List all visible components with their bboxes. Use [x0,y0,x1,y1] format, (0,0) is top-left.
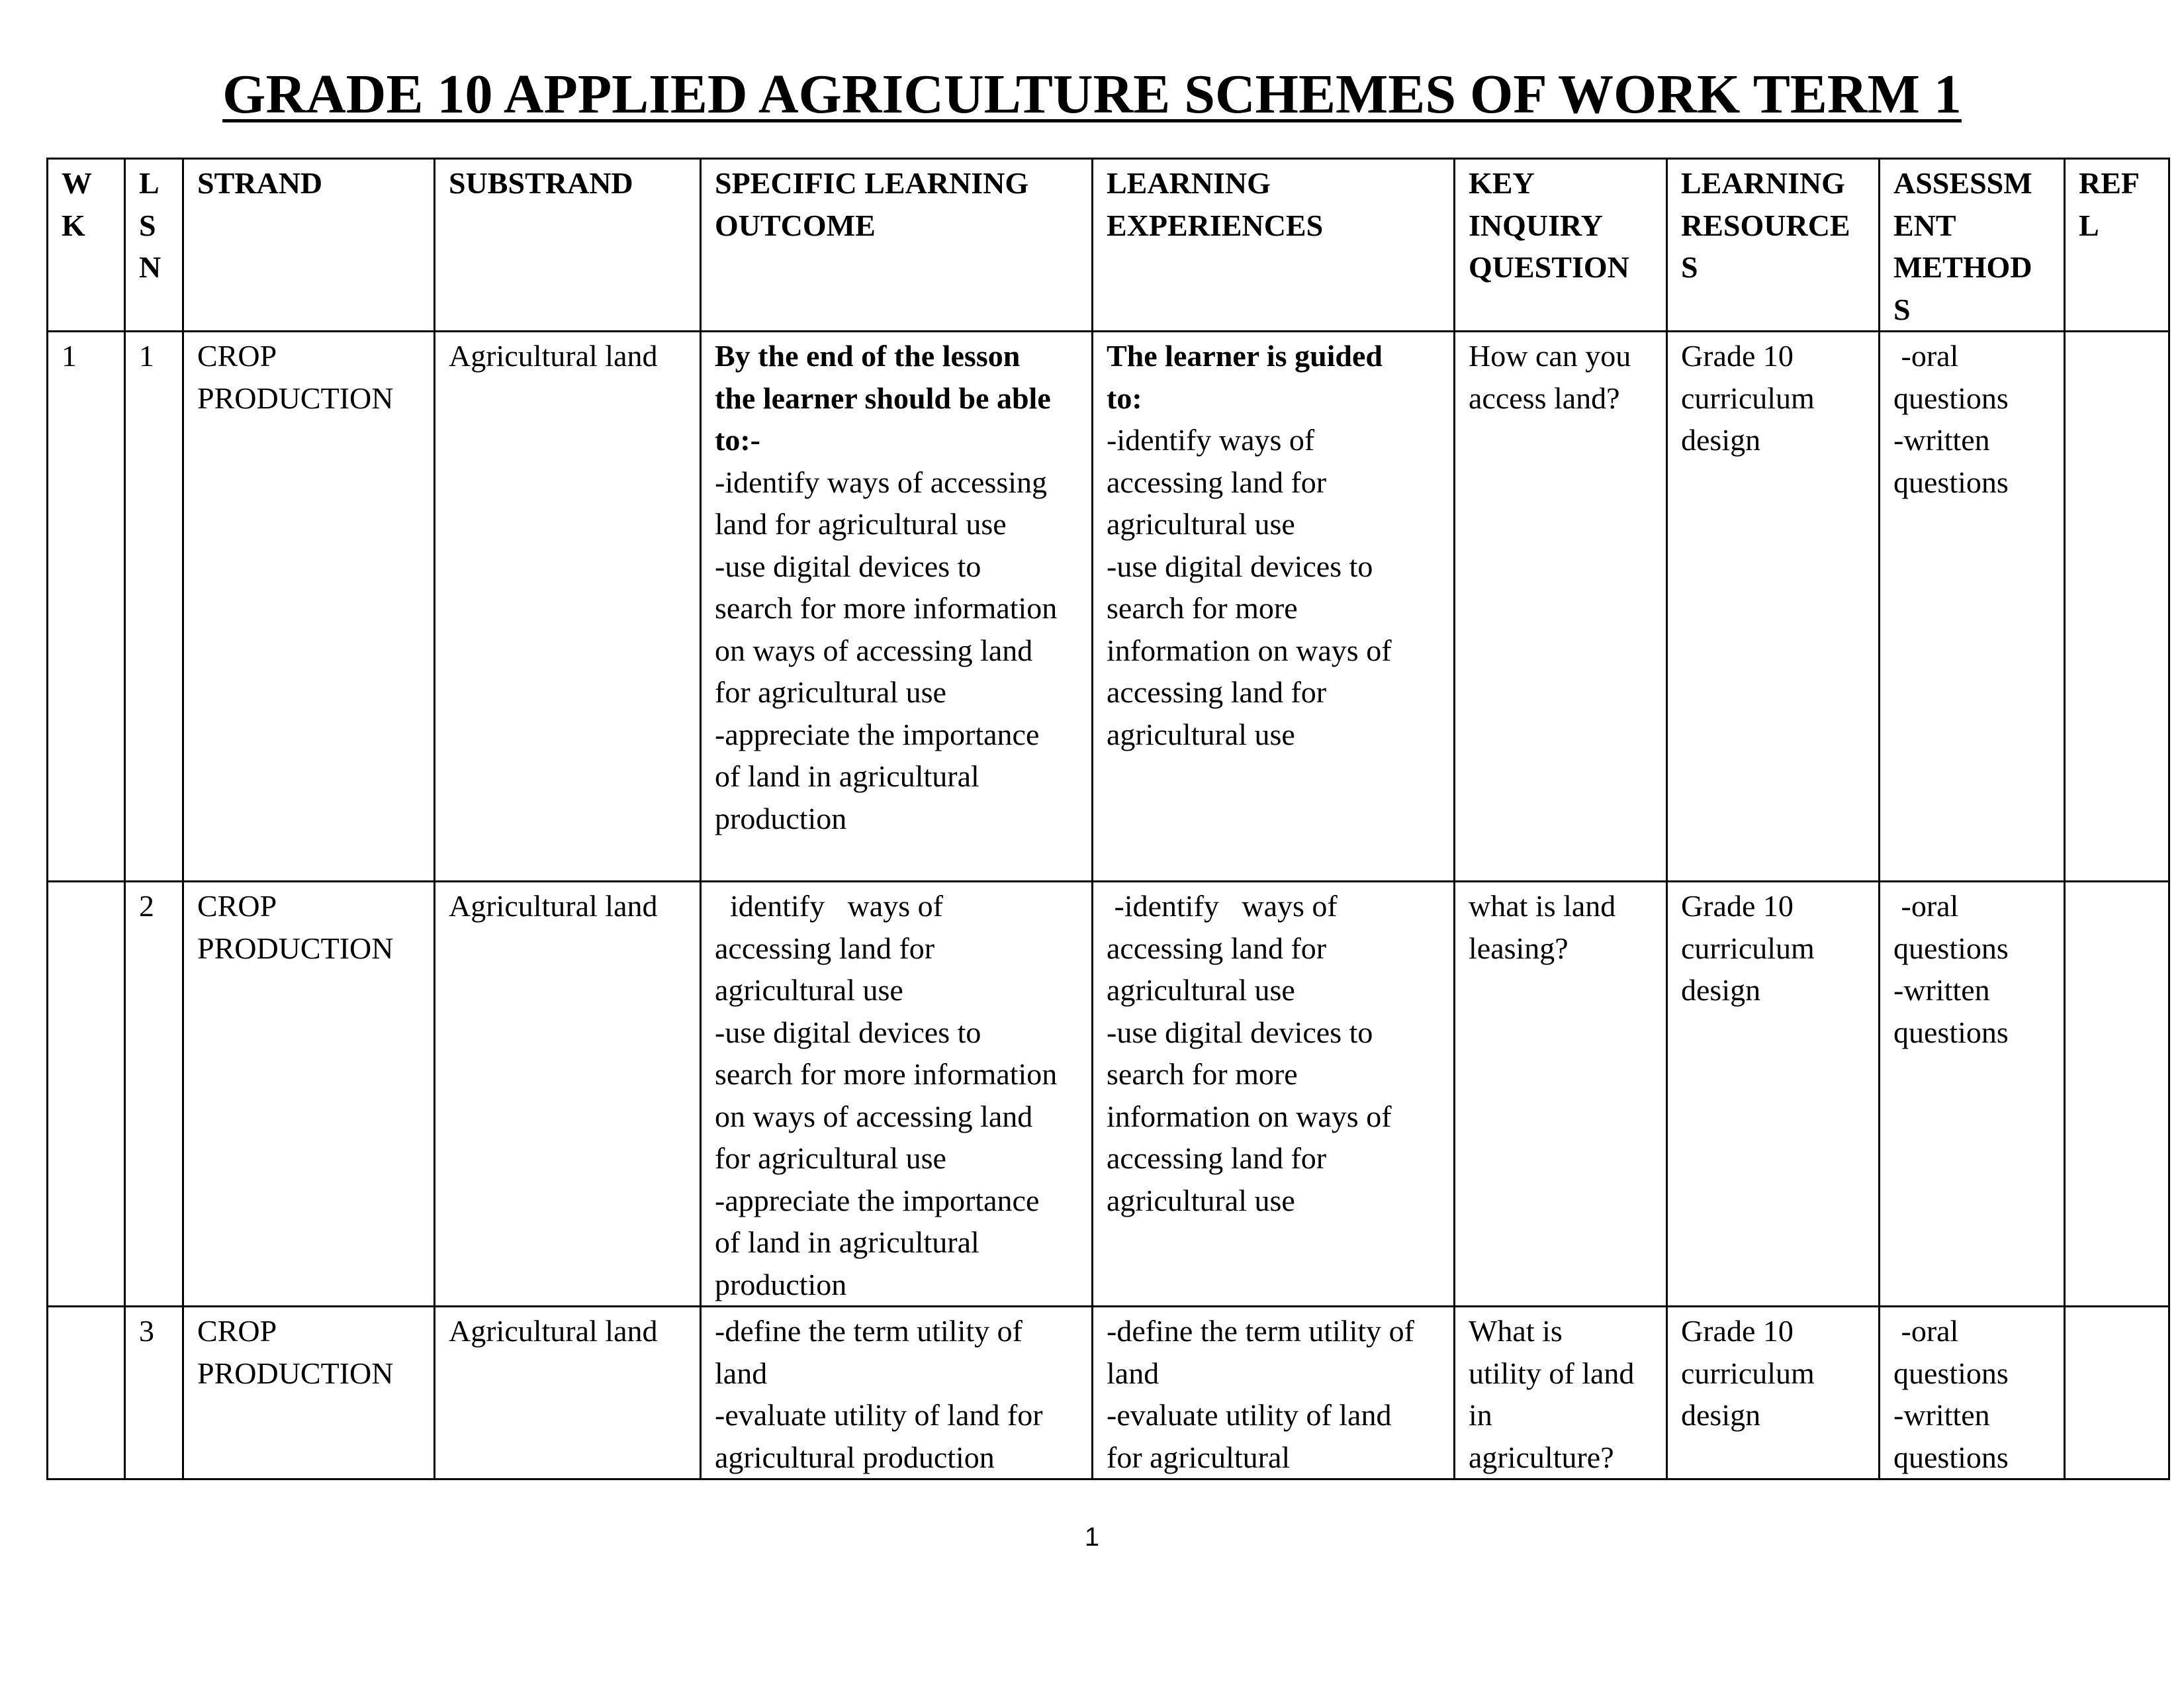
header-row [48,159,2169,332]
reflection-cell [2065,1307,2169,1479]
reflection-cell [2065,332,2169,882]
header-lesson: L S N [125,159,183,332]
page-number: 1 [1084,1523,1100,1552]
table-row [48,1307,2169,1479]
substrand-cell: Agricultural land [435,1307,701,1479]
learning-resources-cell: Grade 10 curriculum design [1667,882,1880,1307]
header-key-inquiry-question: KEY INQUIRY QUESTION [1455,159,1667,332]
header-learning-experiences: LEARNING EXPERIENCES [1093,159,1455,332]
week-cell: 1 [48,332,125,882]
schemes-of-work-table [46,158,2170,1480]
specific-learning-outcome-cell: By the end of the lesson the learner should be able to:- -identify ways of accessing land for agricultural use -use digital devices to search for more information on ways of accessing land for agricultural use -appreciate the importance of land in agricultural production [701,332,1093,882]
substrand-cell: Agricultural land [435,332,701,882]
table-row [48,332,2169,882]
strand-cell: CROP PRODUCTION [183,332,435,882]
substrand-cell: Agricultural land [435,882,701,1307]
key-inquiry-question-cell: what is land leasing? [1455,882,1667,1307]
page-title: GRADE 10 APPLIED AGRICULTURE SCHEMES OF WORK TERM 1 [222,64,1962,125]
lesson-cell: 1 [125,332,183,882]
lesson-cell: 3 [125,1307,183,1479]
learning-resources-cell: Grade 10 curriculum design [1667,1307,1880,1479]
learning-resources-cell: Grade 10 curriculum design [1667,332,1880,882]
strand-cell: CROP PRODUCTION [183,882,435,1307]
assessment-methods-cell: -oral questions -written questions [1880,882,2065,1307]
week-cell [48,1307,125,1479]
key-inquiry-question-cell: How can you access land? [1455,332,1667,882]
header-specific-learning-outcome: SPECIFIC LEARNING OUTCOME [701,159,1093,332]
header-strand: STRAND [183,159,435,332]
specific-learning-outcome-cell: identify ways of accessing land for agricultural use -use digital devices to search for more information on ways of accessing land for agricultural use -appreciate the importance of land in agricultural production [701,882,1093,1307]
key-inquiry-question-cell: What is utility of land in agriculture? [1455,1307,1667,1479]
learning-experiences-cell: -identify ways of accessing land for agricultural use -use digital devices to search for more information on ways of accessing land for agricultural use [1093,882,1455,1307]
lesson-cell: 2 [125,882,183,1307]
learning-experiences-cell: -define the term utility of land -evaluate utility of land for agricultural [1093,1307,1455,1479]
header-learning-resources: LEARNING RESOURCE S [1667,159,1880,332]
specific-learning-outcome-cell: -define the term utility of land -evaluate utility of land for agricultural production [701,1307,1093,1479]
header-week: W K [48,159,125,332]
assessment-methods-cell: -oral questions -written questions [1880,1307,2065,1479]
header-substrand: SUBSTRAND [435,159,701,332]
header-reflection: REF L [2065,159,2169,332]
learning-experiences-cell: The learner is guided to: -identify ways of accessing land for agricultural use -use digital devices to search for more information on ways of accessing land for agricultural use [1093,332,1455,882]
week-cell [48,882,125,1307]
header-assessment-methods: ASSESSM ENT METHOD S [1880,159,2065,332]
reflection-cell [2065,882,2169,1307]
assessment-methods-cell: -oral questions -written questions [1880,332,2065,882]
strand-cell: CROP PRODUCTION [183,1307,435,1479]
table-row [48,882,2169,1307]
